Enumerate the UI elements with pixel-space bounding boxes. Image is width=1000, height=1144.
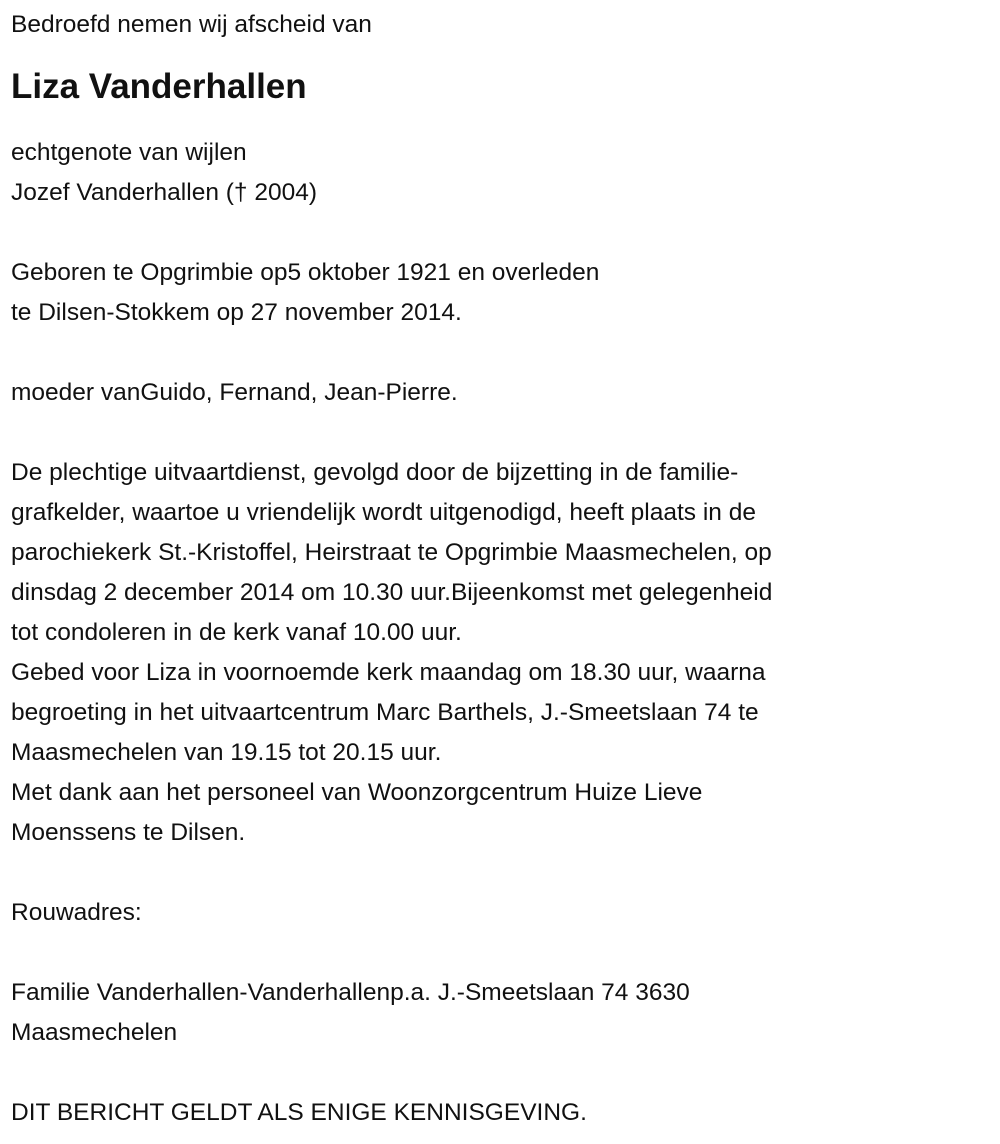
birth-death-line: Geboren te Opgrimbie op5 oktober 1921 en overleden [11,259,600,286]
service-line: grafkelder, waartoe u vriendelijk wordt uitgenodigd, heeft plaats in de [11,499,756,526]
service-line: Met dank aan het personeel van Woonzorgcentrum Huize Lieve [11,779,703,806]
children-line: moeder vanGuido, Fernand, Jean-Pierre. [11,379,458,406]
service-line: parochiekerk St.-Kristoffel, Heirstraat te Opgrimbie Maasmechelen, op [11,539,772,566]
closing-notice: DIT BERICHT GELDT ALS ENIGE KENNISGEVING. [11,1099,587,1126]
service-line: dinsdag 2 december 2014 om 10.30 uur.Bijeenkomst met gelegenheid [11,579,773,606]
address-line: Familie Vanderhallen-Vanderhallenp.a. J.-Smeetslaan 74 3630 [11,979,690,1006]
service-line: Gebed voor Liza in voornoemde kerk maandag om 18.30 uur, waarna [11,659,766,686]
service-line: tot condoleren in de kerk vanaf 10.00 uur. [11,619,462,646]
service-line: De plechtige uitvaartdienst, gevolgd door de bijzetting in de familie- [11,459,739,486]
spouse-line: Jozef Vanderhallen († 2004) [11,179,317,206]
obituary-notice [11,5,1000,1133]
service-line: Maasmechelen van 19.15 tot 20.15 uur. [11,739,442,766]
birth-death-line: te Dilsen-Stokkem op 27 november 2014. [11,299,462,326]
address-label: Rouwadres: [11,899,142,926]
service-line: Moenssens te Dilsen. [11,819,246,846]
service-line: begroeting in het uitvaartcentrum Marc Barthels, J.-Smeetslaan 74 te [11,699,759,726]
spouse-line: echtgenote van wijlen [11,139,247,166]
address-line: Maasmechelen [11,1019,178,1046]
deceased-name: Liza Vanderhallen [11,67,307,106]
intro-text: Bedroefd nemen wij afscheid van [11,11,372,38]
